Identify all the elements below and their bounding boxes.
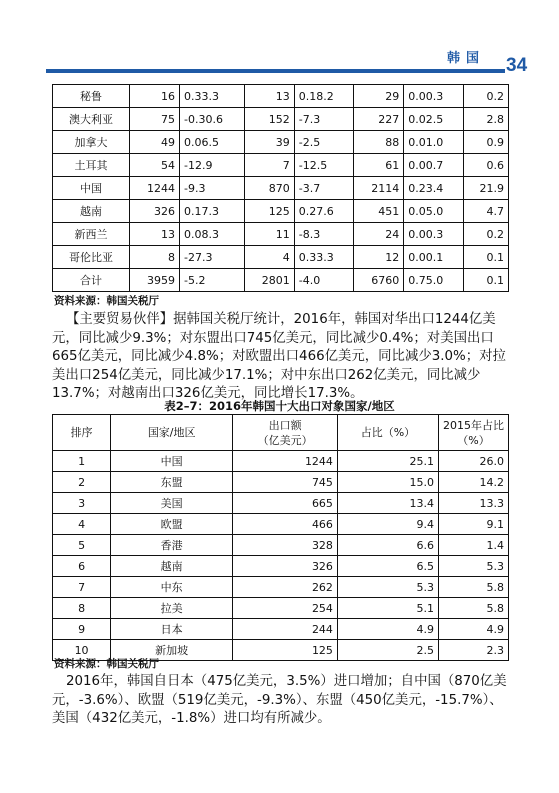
cell-share: 0.9 xyxy=(463,131,508,154)
cell-share: 5.3 xyxy=(337,577,438,598)
cell-export-change: -27.3 xyxy=(179,246,244,269)
cell-export-value: 75 xyxy=(130,108,180,131)
cell-share-2015: 5.3 xyxy=(439,556,509,577)
cell-export-value: 326 xyxy=(130,200,180,223)
cell-total-value: 29 xyxy=(354,85,404,108)
table-row xyxy=(53,200,509,223)
cell-rank: 9 xyxy=(53,619,111,640)
table-row xyxy=(53,493,509,514)
cell-share-2015: 26.0 xyxy=(439,451,509,472)
cell-share-2015: 5.8 xyxy=(439,577,509,598)
cell-export-value: 665 xyxy=(233,493,338,514)
cell-rank: 10 xyxy=(53,640,111,661)
cell-total-value: 88 xyxy=(354,131,404,154)
header-export-line1: 出口额 xyxy=(268,418,302,432)
table-row xyxy=(53,269,509,292)
table-row xyxy=(53,177,509,200)
cell-partner: 中国 xyxy=(53,177,130,200)
table-row xyxy=(53,472,509,493)
cell-share: 9.4 xyxy=(337,514,438,535)
cell-export-value: 16 xyxy=(130,85,180,108)
table2-caption: 表2–7：2016年韩国十大出口对象国家/地区 xyxy=(164,399,395,413)
table-row xyxy=(53,451,509,472)
cell-export-value: 54 xyxy=(130,154,180,177)
cell-total-change: 0.00.3 xyxy=(404,85,463,108)
cell-country: 中国 xyxy=(111,451,233,472)
cell-export-value: 745 xyxy=(233,472,338,493)
cell-share: 6.5 xyxy=(337,556,438,577)
table-row xyxy=(53,154,509,177)
imports-paragraph: 2016年，韩国自日本（475亿美元，3.5%）进口增加；自中国（870亿美元，-3.6%）、欧盟（519亿美元，-9.3%）、东盟（450亿美元，-15.7%）、美国（432亿美元，-1.8%）进口均有所减少。 xyxy=(52,674,507,726)
cell-export-change: -12.9 xyxy=(179,154,244,177)
cell-country: 新加坡 xyxy=(111,640,233,661)
cell-export-value: 1244 xyxy=(233,451,338,472)
table-row xyxy=(53,577,509,598)
trade-by-partner-table xyxy=(52,84,509,292)
cell-export-value: 13 xyxy=(130,223,180,246)
table-row xyxy=(53,598,509,619)
cell-total-change: 0.00.1 xyxy=(404,246,463,269)
cell-share: 4.7 xyxy=(463,200,508,223)
cell-share-2015: 14.2 xyxy=(439,472,509,493)
cell-total-change: 0.02.5 xyxy=(404,108,463,131)
cell-share: 21.9 xyxy=(463,177,508,200)
cell-total-value: 451 xyxy=(354,200,404,223)
cell-share-2015: 13.3 xyxy=(439,493,509,514)
header-rule xyxy=(46,69,505,73)
table-row xyxy=(53,246,509,269)
cell-share: 6.6 xyxy=(337,535,438,556)
table-row xyxy=(53,619,509,640)
cell-export-value: 3959 xyxy=(130,269,180,292)
cell-share: 0.2 xyxy=(463,223,508,246)
cell-import-value: 7 xyxy=(244,154,294,177)
cell-total-value: 12 xyxy=(354,246,404,269)
cell-import-change: -12.5 xyxy=(294,154,353,177)
cell-share: 25.1 xyxy=(337,451,438,472)
header-share-2015-line1: 2015年占比 xyxy=(443,418,504,432)
cell-import-value: 11 xyxy=(244,223,294,246)
cell-total-change: 0.01.0 xyxy=(404,131,463,154)
table2-source-note: 资料来源：韩国关税厅 xyxy=(54,658,159,670)
cell-country: 中东 xyxy=(111,577,233,598)
cell-share: 2.8 xyxy=(463,108,508,131)
cell-partner: 加拿大 xyxy=(53,131,130,154)
cell-total-value: 6760 xyxy=(354,269,404,292)
cell-import-value: 13 xyxy=(244,85,294,108)
table-row xyxy=(53,223,509,246)
cell-share: 15.0 xyxy=(337,472,438,493)
cell-import-value: 870 xyxy=(244,177,294,200)
cell-export-value: 8 xyxy=(130,246,180,269)
cell-export-value: 262 xyxy=(233,577,338,598)
cell-share-2015: 1.4 xyxy=(439,535,509,556)
table1-source-note: 资料来源：韩国关税厅 xyxy=(54,295,159,307)
cell-import-change: -3.7 xyxy=(294,177,353,200)
cell-total-change: 0.00.3 xyxy=(404,223,463,246)
table-row xyxy=(53,514,509,535)
top-ten-export-destinations-table xyxy=(52,414,509,661)
header-share-2015-line2: （%） xyxy=(457,433,490,447)
page-number: 34 xyxy=(506,55,528,76)
cell-share-2015: 4.9 xyxy=(439,619,509,640)
cell-country: 东盟 xyxy=(111,472,233,493)
cell-partner: 新西兰 xyxy=(53,223,130,246)
cell-share-2015: 5.8 xyxy=(439,598,509,619)
cell-country: 拉美 xyxy=(111,598,233,619)
cell-total-change: 0.00.7 xyxy=(404,154,463,177)
cell-import-value: 39 xyxy=(244,131,294,154)
cell-rank: 7 xyxy=(53,577,111,598)
cell-total-change: 0.75.0 xyxy=(404,269,463,292)
header-export-value xyxy=(233,415,338,451)
cell-rank: 3 xyxy=(53,493,111,514)
cell-country: 香港 xyxy=(111,535,233,556)
cell-import-value: 2801 xyxy=(244,269,294,292)
cell-partner: 合计 xyxy=(53,269,130,292)
cell-rank: 2 xyxy=(53,472,111,493)
cell-share: 2.5 xyxy=(337,640,438,661)
table-row xyxy=(53,535,509,556)
cell-share: 4.9 xyxy=(337,619,438,640)
cell-share: 0.1 xyxy=(463,246,508,269)
header-export-line2: （亿美元） xyxy=(257,433,313,447)
table-row xyxy=(53,85,509,108)
cell-rank: 6 xyxy=(53,556,111,577)
cell-import-change: 0.27.6 xyxy=(294,200,353,223)
cell-partner: 秘鲁 xyxy=(53,85,130,108)
table-row xyxy=(53,108,509,131)
cell-share: 0.6 xyxy=(463,154,508,177)
main-trade-partners-paragraph: 【主要贸易伙伴】据韩国关税厅统计，2016年，韩国对华出口1244亿美元，同比减少9.3%；对东盟出口745亿美元，同比减少0.4%；对美国出口665亿美元，同比减少4.8%；对欧盟出口466亿美元，同比减少3.0%；对拉美出口254亿美元，同比减少17.1%；对中东出口262亿美元，同比减少13.7%；对越南出口326亿美元，同比增长17.3%。 xyxy=(52,312,506,401)
cell-export-change: -5.2 xyxy=(179,269,244,292)
cell-share-2015: 2.3 xyxy=(439,640,509,661)
cell-export-value: 125 xyxy=(233,640,338,661)
cell-country: 美国 xyxy=(111,493,233,514)
header-share: 占比（%） xyxy=(337,415,438,451)
cell-export-change: 0.08.3 xyxy=(179,223,244,246)
cell-import-change: -4.0 xyxy=(294,269,353,292)
cell-export-value: 328 xyxy=(233,535,338,556)
cell-rank: 4 xyxy=(53,514,111,535)
cell-country: 日本 xyxy=(111,619,233,640)
cell-share-2015: 9.1 xyxy=(439,514,509,535)
cell-country: 越南 xyxy=(111,556,233,577)
cell-rank: 1 xyxy=(53,451,111,472)
cell-total-change: 0.05.0 xyxy=(404,200,463,223)
table-row xyxy=(53,131,509,154)
cell-import-value: 125 xyxy=(244,200,294,223)
cell-partner: 越南 xyxy=(53,200,130,223)
header-rank: 排序 xyxy=(53,415,111,451)
cell-total-change: 0.23.4 xyxy=(404,177,463,200)
cell-total-value: 227 xyxy=(354,108,404,131)
cell-import-change: 0.33.3 xyxy=(294,246,353,269)
cell-import-change: -8.3 xyxy=(294,223,353,246)
table2-header-row xyxy=(53,415,509,451)
cell-export-value: 244 xyxy=(233,619,338,640)
cell-total-value: 24 xyxy=(354,223,404,246)
cell-export-change: -9.3 xyxy=(179,177,244,200)
running-header-country: 韩国 xyxy=(447,51,486,66)
cell-partner: 土耳其 xyxy=(53,154,130,177)
cell-export-change: 0.33.3 xyxy=(179,85,244,108)
cell-export-value: 254 xyxy=(233,598,338,619)
cell-partner: 哥伦比亚 xyxy=(53,246,130,269)
cell-export-change: 0.17.3 xyxy=(179,200,244,223)
cell-share: 13.4 xyxy=(337,493,438,514)
cell-share: 0.2 xyxy=(463,85,508,108)
header-share-2015 xyxy=(439,415,509,451)
table-row xyxy=(53,556,509,577)
cell-export-value: 466 xyxy=(233,514,338,535)
cell-export-value: 1244 xyxy=(130,177,180,200)
cell-import-value: 4 xyxy=(244,246,294,269)
cell-partner: 澳大利亚 xyxy=(53,108,130,131)
cell-rank: 8 xyxy=(53,598,111,619)
cell-country: 欧盟 xyxy=(111,514,233,535)
cell-share: 0.1 xyxy=(463,269,508,292)
cell-import-change: 0.18.2 xyxy=(294,85,353,108)
cell-import-value: 152 xyxy=(244,108,294,131)
cell-export-change: 0.06.5 xyxy=(179,131,244,154)
cell-import-change: -2.5 xyxy=(294,131,353,154)
cell-total-value: 61 xyxy=(354,154,404,177)
cell-total-value: 2114 xyxy=(354,177,404,200)
header-country: 国家/地区 xyxy=(111,415,233,451)
cell-import-change: -7.3 xyxy=(294,108,353,131)
cell-export-change: -0.30.6 xyxy=(179,108,244,131)
cell-export-value: 326 xyxy=(233,556,338,577)
cell-export-value: 49 xyxy=(130,131,180,154)
cell-share: 5.1 xyxy=(337,598,438,619)
cell-rank: 5 xyxy=(53,535,111,556)
